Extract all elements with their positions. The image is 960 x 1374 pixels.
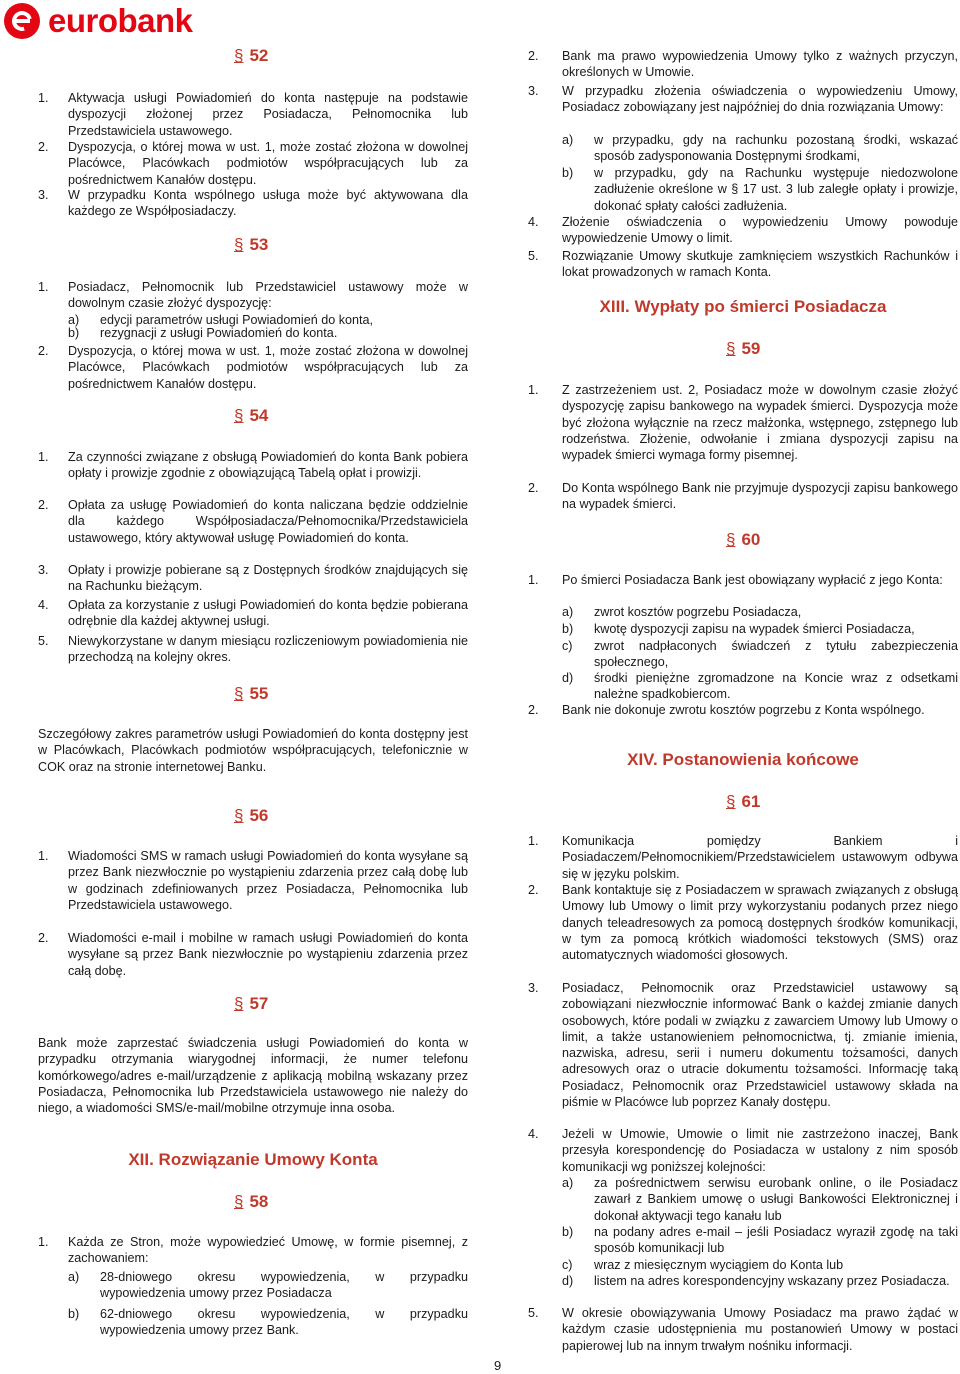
section-heading-53: § 53 [234, 235, 269, 254]
section-heading-54: § 54 [234, 406, 269, 425]
list-item: 1. Aktywacja usługi Powiadomień do konta następuje na podstawie dyspozycji złożonej przez Posiadacza, Pełnomocnika lub Przedstawiciela ustawowego. [38, 91, 468, 138]
list-item: 5. Niewykorzystane w danym miesiącu rozliczeniowym powiadomienia nie przechodzą na kolejny okres. [38, 634, 468, 665]
chapter-heading-xii: XII. Rozwiązanie Umowy Konta [128, 1150, 378, 1169]
sub-list-item: b) w przypadku, gdy na Rachunku występuje niedozwolone zadłużenie określone w § 17 ust. 3 lub zaległe opłaty i prowizje, dokonać spłaty całości zadłużenia. [562, 166, 958, 213]
section-heading-57: § 57 [234, 994, 269, 1013]
list-item: 2. Dyspozycja, o której mowa w ust. 1, może zostać złożona w dowolnej Placówce, Placówkach podmiotów współpracujących lub za pośrednictwem Kanałów dostępu. [38, 344, 468, 391]
list-item: 3. Posiadacz, Pełnomocnik oraz Przedstawiciel ustawowy są zobowiązani niezwłocznie informować Bank o każdej zmianie danych osobowych, które podali w związku z zawarciem Umowy lub Umowy o limit, a także ustanowieniem pełnomocnictwa, tj. zmianie imienia, nazwiska, adresu, serii i numeru dokumentu tożsamości, danych adresowych oraz o utracie dokumentu tożsamości. Informację taką Posiadacz, Pełnomocnik oraz Przedstawiciel ustawowy składa na piśmie w Placówce lub poprzez Kanały dostępu. [528, 981, 958, 1110]
sub-list-item: b) na podany adres e-mail – jeśli Posiadacz wyraził zgodę na taki sposób komunikacji lub [562, 1225, 958, 1256]
sub-list-item: a) w przypadku, gdy na rachunku pozostaną środki, wskazać sposób zadysponowania Dostępnymi środkami, [562, 133, 958, 164]
list-item: 1. Każda ze Stron, może wypowiedzieć Umowę, w formie pisemnej, z zachowaniem: [38, 1235, 468, 1266]
eurobank-logo-icon [4, 3, 40, 39]
sub-list-item: a) 28-dniowego okresu wypowiedzenia, w przypadku wypowiedzenia umowy przez Posiadacza [68, 1270, 468, 1301]
sub-list-item: a) zwrot kosztów pogrzebu Posiadacza, [562, 605, 802, 619]
list-item: 3. W przypadku złożenia oświadczenia o wypowiedzeniu Umowy, Posiadacz zobowiązany jest najpóźniej do dnia rozwiązania Umowy: [528, 84, 958, 115]
chapter-heading-xiv: XIV. Postanowienia końcowe [627, 750, 859, 769]
section-heading-56: § 56 [234, 806, 269, 825]
chapter-heading-xiii: XIII. Wypłaty po śmierci Posiadacza [599, 297, 887, 316]
section-heading-52: § 52 [234, 46, 269, 65]
list-item: 1. Po śmierci Posiadacza Bank jest obowiązany wypłacić z jego Konta: [528, 573, 943, 587]
list-item: 5. W okresie obowiązywania Umowy Posiadacz ma prawo żądać w każdym czasie udostępnienia mu postanowień Umowy w postaci papierowej lub na innym trwałym nośniku informacji. [528, 1306, 958, 1353]
list-item: 5. Rozwiązanie Umowy skutkuje zamknięciem wszystkich Rachunków i lokat prowadzonych w ramach Konta. [528, 249, 958, 280]
list-item: 2. Wiadomości e-mail i mobilne w ramach usługi Powiadomień do konta wysyłane są przez Bank niezwłocznie po wystąpieniu zdarzenia przez całą dobę. [38, 931, 468, 978]
paragraph: Bank może zaprzestać świadczenia usługi Powiadomień do konta w przypadku otrzymania wiarygodnej informacji, że numer telefonu komórkowego/adres e-mail/urządzenie z aplikacją mobilną wskazany przez Posiadacza, Pełnomocnika lub Przedstawiciela ustawowego nie należy do niego, a wiadomości SMS/e-mail/mobilne otrzymuje inna osoba. [38, 1036, 468, 1116]
list-item: 2. Dyspozycja, o której mowa w ust. 1, może zostać złożona w dowolnej Placówce, Placówkach podmiotów współpracujących lub za pośrednictwem Kanałów dostępu. [38, 140, 468, 187]
section-heading-55: § 55 [234, 684, 269, 703]
list-item: 2. Bank ma prawo wypowiedzenia Umowy tylko z ważnych przyczyn, określonych w Umowie. [528, 49, 958, 80]
paragraph: Szczegółowy zakres parametrów usługi Powiadomień do konta dostępny jest w Placówkach, Placówkach podmiotów współpracujących, telefonicznie w COK oraz na stronie internetowej Banku. [38, 727, 468, 774]
list-item: 4. Złożenie oświadczenia o wypowiedzeniu Umowy powoduje wypowiedzenie Umowy o limit. [528, 215, 958, 246]
list-item: 3. W przypadku Konta wspólnego usługa może być aktywowana dla każdego ze Współposiadaczy. [38, 188, 468, 219]
section-heading-58: § 58 [234, 1192, 269, 1211]
sub-list-item: d) listem na adres korespondencyjny wskazany przez Posiadacza. [562, 1274, 950, 1288]
page-number: 9 [494, 1358, 502, 1373]
list-item: 3. Opłaty i prowizje pobierane są z Dostępnych środków znajdujących się na Rachunku bieżącym. [38, 563, 468, 594]
list-item: 1. Posiadacz, Pełnomocnik lub Przedstawiciel ustawowy może w dowolnym czasie złożyć dyspozycję: [38, 280, 468, 311]
list-item: 4. Jeżeli w Umowie, Umowie o limit nie zastrzeżono inaczej, Bank przesyła korespondencję do Posiadacza w ustalony z nim sposób komunikacji wg poniższej kolejności: [528, 1127, 958, 1174]
section-heading-59: § 59 [726, 339, 761, 358]
list-item: 2. Bank nie dokonuje zwrotu kosztów pogrzebu z Konta wspólnego. [528, 703, 925, 717]
sub-list-item: c) wraz z miesięcznym wyciągiem do Konta lub [562, 1258, 844, 1272]
sub-list-item: d) środki pieniężne zgromadzone na Koncie wraz z odsetkami należne spadkobiercom. [562, 671, 958, 702]
list-item: 2. Do Konta wspólnego Bank nie przyjmuje dyspozycji zapisu bankowego na wypadek śmierci. [528, 481, 958, 512]
section-heading-60: § 60 [726, 530, 761, 549]
list-item: 2. Bank kontaktuje się z Posiadaczem w sprawach związanych z obsługą Umowy lub Umowy o limit przy wykorzystaniu podanych przez niego danych teleadresowych za pomocą dostępnych środków komunikacji, w tym za pomocą krótkich wiadomości tekstowych (SMS) oraz automatycznych wiadomości głosowych. [528, 883, 958, 963]
sub-list-item: b) rezygnacji z usługi Powiadomień do konta. [68, 326, 338, 340]
section-heading-61: § 61 [726, 792, 761, 811]
list-item: 1. Z zastrzeżeniem ust. 2, Posiadacz może w dowolnym czasie złożyć dyspozycję zapisu bankowego na wypadek śmierci. Dyspozycja może być złożona wyłącznie na rzecz małżonka, wstępnego, zstępnego lub rodzeństwa. Złożenie, odwołanie i zmiana dyspozycji zapisu na wypadek śmierci wymaga formy pisemnej. [528, 383, 958, 463]
list-item: 1. Za czynności związane z obsługą Powiadomień do konta Bank pobiera opłaty i prowizje zgodnie z obowiązującą Tabelą opłat i prowizji. [38, 450, 468, 481]
sub-list-item: a) za pośrednictwem serwisu eurobank online, o ile Posiadacz zawarł z Bankiem umowę o usługi Bankowości Elektronicznej i dokonał aktywacji tego kanału lub [562, 1176, 958, 1223]
sub-list-item: c) zwrot nadpłaconych świadczeń z tytułu zabezpieczenia społecznego, [562, 639, 958, 670]
brand-name: eurobank [48, 2, 193, 39]
list-item: 4. Opłata za korzystanie z usługi Powiadomień do konta będzie pobierana odrębnie dla każdej aktywnej usługi. [38, 598, 468, 629]
sub-list-item: a) edycji parametrów usługi Powiadomień do konta, [68, 313, 374, 327]
list-item: 2. Opłata za usługę Powiadomień do konta naliczana będzie oddzielnie dla każdego Współposiadacza/Pełnomocnika/Przedstawiciela ustawowego, który aktywował usługę Powiadomień do konta. [38, 498, 468, 545]
list-item: 1. Wiadomości SMS w ramach usługi Powiadomień do konta wysyłane są przez Bank niezwłocznie po wystąpieniu zdarzenia przez całą dobę lub w godzinach zdefiniowanych przez Posiadacza, Pełnomocnika lub Przedstawiciela ustawowego. [38, 849, 468, 912]
sub-list-item: b) kwotę dyspozycji zapisu na wypadek śmierci Posiadacza, [562, 622, 915, 636]
list-item: 1. Komunikacja pomiędzy Bankiem i Posiadaczem/Pełnomocnikiem/Przedstawicielem ustawowym odbywa się w języku polskim. [528, 834, 958, 881]
sub-list-item: b) 62-dniowego okresu wypowiedzenia, w przypadku wypowiedzenia umowy przez Bank. [68, 1307, 468, 1338]
eurobank-logo [4, 2, 193, 40]
